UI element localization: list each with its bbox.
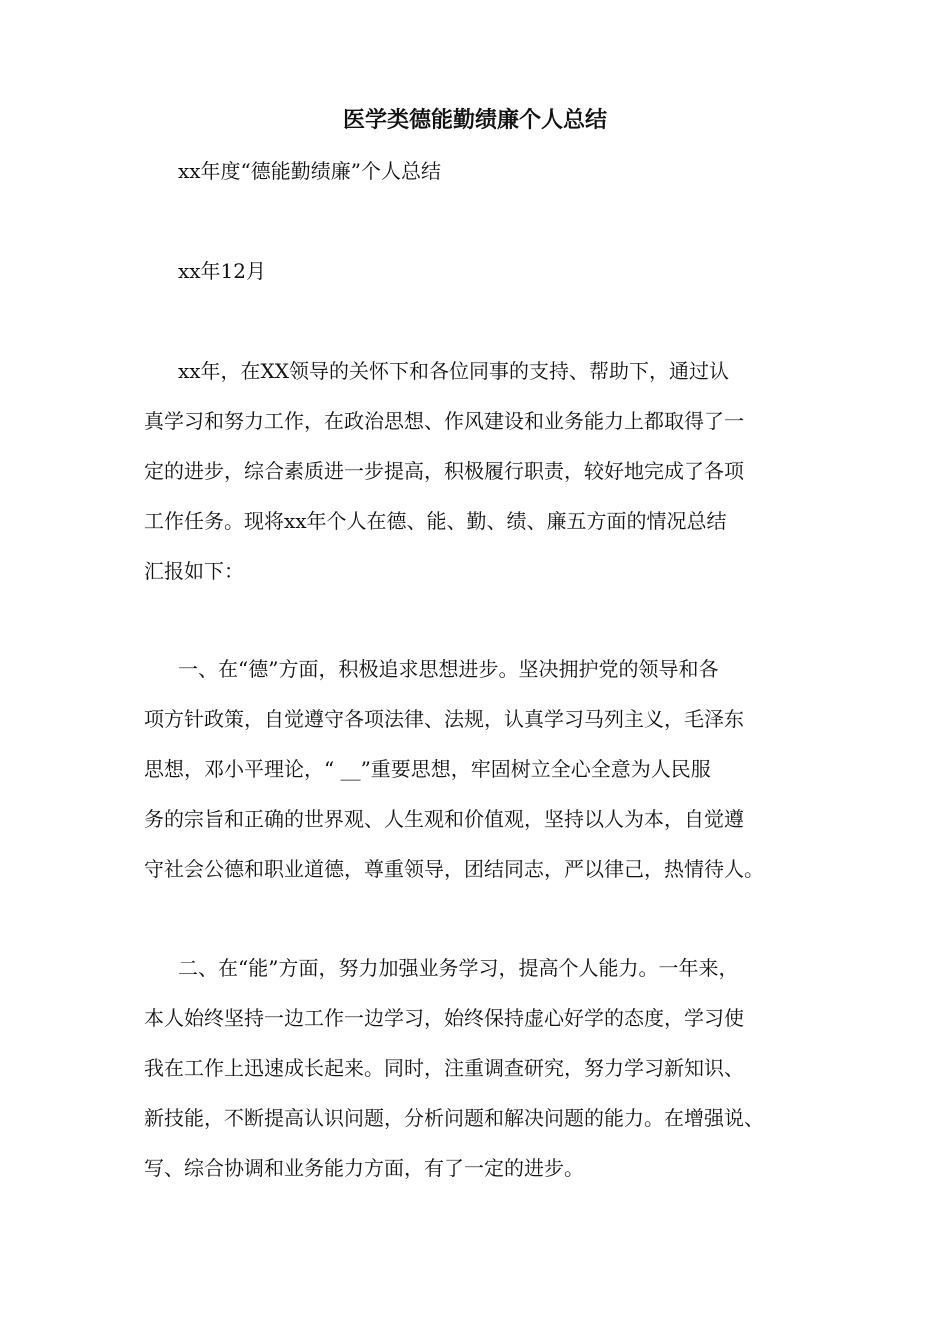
paragraph-2-line-2: 项方针政策，自觉遵守各项法律、法规，认真学习马列主义，毛泽东 <box>144 707 744 731</box>
document-title: 医学类德能勤绩廉个人总结 <box>342 107 607 133</box>
paragraph-3-line-5: 写、综合协调和业务能力方面，有了一定的进步。 <box>144 1156 584 1180</box>
paragraph-1-line-3: 定的进步，综合素质进一步提高，积极履行职责，较好地完成了各项 <box>144 459 744 483</box>
paragraph-1-line-1: xx年，在XX领导的关怀下和各位同事的支持、帮助下，通过认 <box>178 359 730 383</box>
paragraph-3-line-2: 本人始终坚持一边工作一边学习，始终保持虚心好学的态度，学习使 <box>144 1006 744 1030</box>
paragraph-3-line-4: 新技能，不断提高认识问题，分析问题和解决问题的能力。在增强说、 <box>144 1106 764 1130</box>
paragraph-2-line-1: 一、在“德”方面，积极追求思想进步。坚决拥护党的领导和各 <box>178 657 719 681</box>
document-subtitle: xx年度“德能勤绩廉”个人总结 <box>178 159 442 183</box>
paragraph-1-line-4: 工作任务。现将xx年个人在德、能、勤、绩、廉五方面的情况总结 <box>144 509 727 533</box>
paragraph-3-line-1: 二、在“能”方面，努力加强业务学习，提高个人能力。一年来， <box>178 956 739 980</box>
paragraph-2-line-5: 守社会公德和职业道德，尊重领导，团结同志，严以律己，热情待人。 <box>144 857 764 881</box>
paragraph-1-line-5: 汇报如下： <box>144 559 244 583</box>
document-date: xx年12月 <box>178 259 267 283</box>
paragraph-3-line-3: 我在工作上迅速成长起来。同时，注重调查研究，努力学习新知识、 <box>144 1056 744 1080</box>
paragraph-1-line-2: 真学习和努力工作，在政治思想、作风建设和业务能力上都取得了一 <box>144 409 744 433</box>
paragraph-2-line-3: 思想，邓小平理论，“ __”重要思想，牢固树立全心全意为人民服 <box>144 757 711 781</box>
paragraph-2-line-4: 务的宗旨和正确的世界观、人生观和价值观，坚持以人为本，自觉遵 <box>144 807 744 831</box>
